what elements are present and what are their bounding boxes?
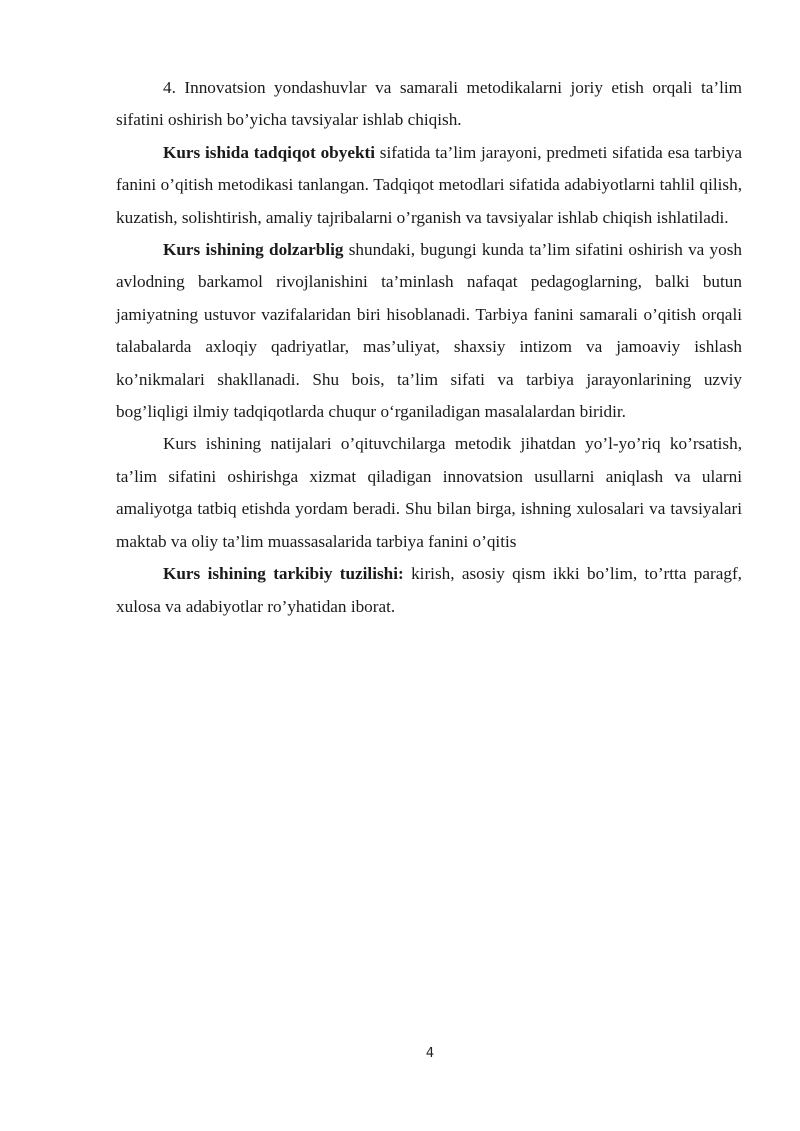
paragraph-text: 4. Innovatsion yondashuvlar va samarali metodikalarni joriy etish orqali ta’lim sifatini oshirish bo’yicha tavsiyalar ishlab chiqish. [116,78,742,130]
page-number: 4 [425,1046,435,1061]
paragraph-relevance [116,234,742,428]
paragraph-lead: Kurs ishining dolzarblig [163,240,344,260]
paragraph-lead: Kurs ishining tarkibiy tuzilishi: [163,564,404,584]
paragraph-lead: Kurs ishida tadqiqot obyekti [163,142,376,162]
paragraph-results [116,428,742,558]
paragraph-structure [116,558,742,623]
paragraph-research-object [116,137,742,234]
paragraph-objectives-4 [116,72,742,137]
paragraph-text: shundaki, bugungi kunda ta’lim sifatini oshirish va yosh avlodning barkamol rivojlanishini ta’minlash nafaqat pedagoglarning, balki butun jamiyatning ustuvor vazifalaridan biri hisoblanadi. Tarbiya fanini samarali o’qitish orqali talabalarda axloqiy qadriyatlar, mas’uliyat, shaxsiy intizom va jamoaviy ishlash ko’nikmalari shakllanadi. Shu bois, ta’lim sifati va tarbiya jarayonlarining uzviy bog’liqligi ilmiy tadqiqotlarda chuqur o‘rganiladigan masalalardan biridir. [116,240,743,422]
paragraph-text: Kurs ishining natijalari o’qituvchilarga metodik jihatdan yo’l-yo’riq ko’rsatish, ta’lim sifatini oshirishga xizmat qiladigan innovatsion usullarni aniqlash va ularni amaliyotga tatbiq etishda yordam beradi. Shu bilan birga, ishning xulosalari va tavsiyalari maktab va oliy ta’lim muassasalarida tarbiya fanini o’qitis [116,434,742,551]
paragraph-text: kirish, asosiy qism ikki bo’lim, to’rtta paragf, xulosa va adabiyotlar ro’yhatidan iborat. [116,564,742,616]
page-body [116,72,742,623]
paragraph-text: sifatida ta’lim jarayoni, predmeti sifatida esa tarbiya fanini o’qitish metodikasi tanlangan. Tadqiqot metodlari sifatida adabiyotlarni tahlil qilish, kuzatish, solishtirish, amaliy tajribalarni o’rganish va tavsiyalar ishlab chiqish ishlatiladi. [116,142,742,227]
